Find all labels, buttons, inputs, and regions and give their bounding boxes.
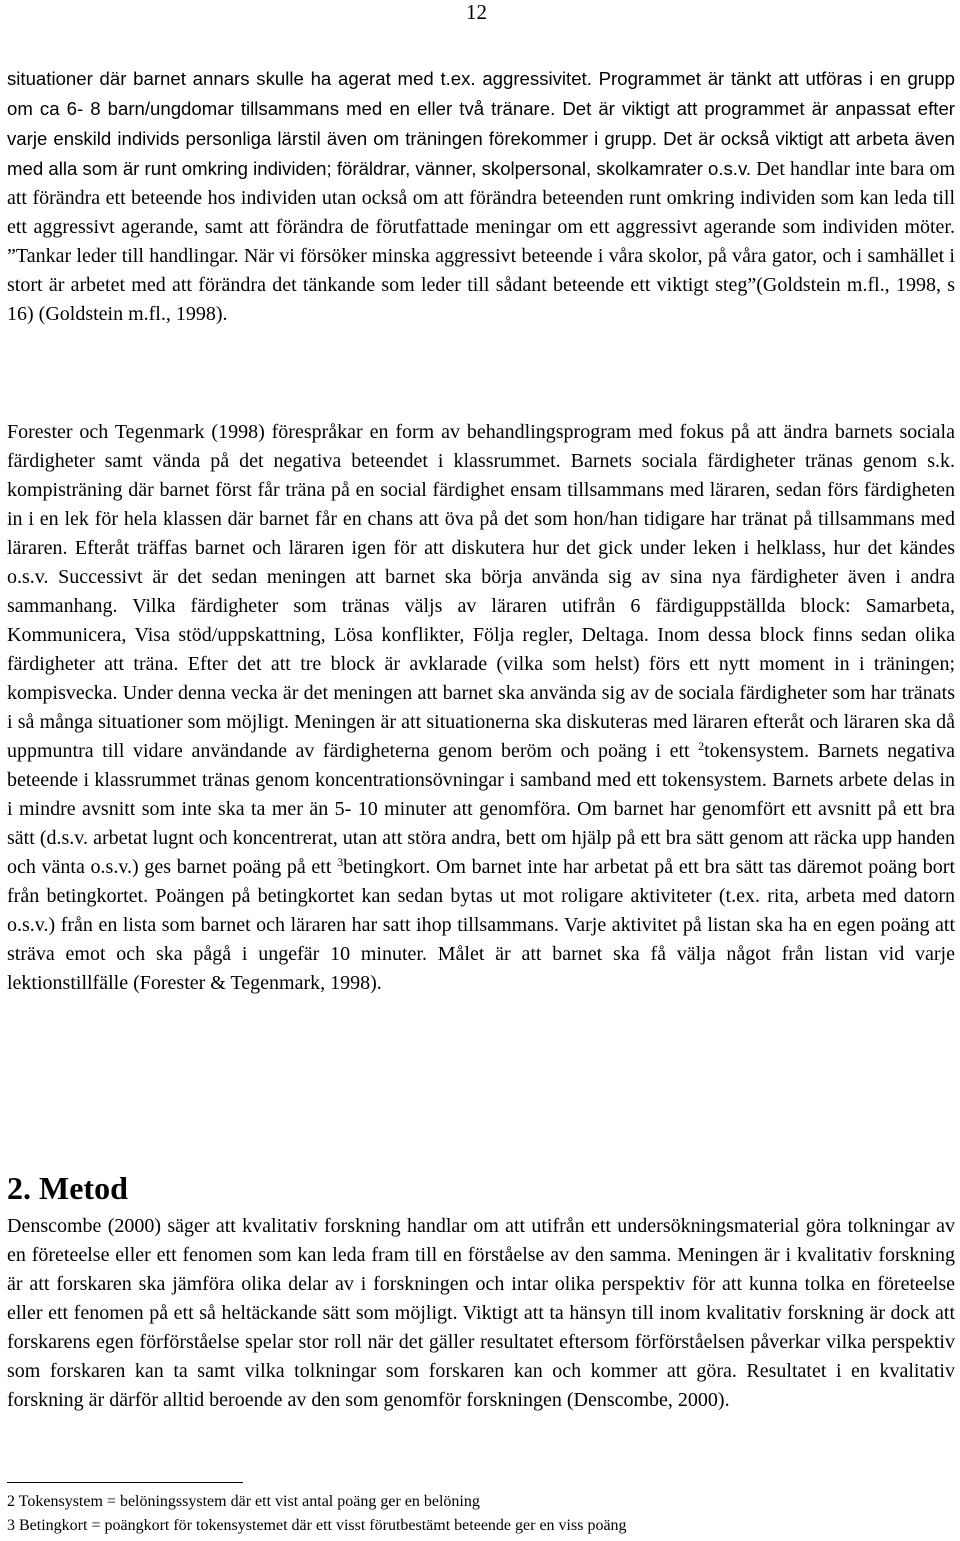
footnote-ref-2: 2 — [698, 739, 705, 753]
footnote-2: 2 Tokensystem = belöningssystem där ett vist antal poäng ger en belöning — [7, 1493, 480, 1510]
paragraph-part: betingkort. Om barnet inte har arbetat på ett bra sätt tas däremot poäng bort från betingkortet. Poängen på betingkortet kan sedan bytas ut mot roligare aktiviteter (t.ex. rita, arbeta med datorn o.s.v.) från en lista som barnet och läraren har satt ihop tillsammans. Varje aktivitet på listan ska ha en egen poäng att sträva emot och ska pågå i ungefär 10 minuter. Målet är att barnet ska få välja något från listan vid varje lektionstillfälle (Forester & Tegenmark, 1998). — [7, 856, 955, 994]
paragraph-forester — [7, 418, 955, 998]
paragraph-part: Forester och Tegenmark (1998) förespråkar en form av behandlingsprogram med fokus på att ändra barnets sociala färdigheter samt vända på det negativa beteendet i klassrummet. Barnets sociala färdigheter tränas genom s.k. kompisträning där barnet först får träna på en social färdighet ensam tillsammans med läraren, sedan förs färdigheten in i en lek för hela klassen där barnet får en chans att öva på det som hon/han tidigare har tränat på tillsammans med läraren. Efteråt träffas barnet och läraren igen för att diskutera hur det gick under leken i helklass, hur det kändes o.s.v. Successivt är det sedan meningen att barnet ska börja använda sig av sina nya färdigheter även i andra sammanhang. Vilka färdigheter som tränas väljs av läraren utifrån 6 färdiguppställda block: Samarbeta, Kommunicera, Visa stöd/uppskattning, Lösa konflikter, Följa regler, Deltaga. Inom dessa block finns sedan olika färdigheter att träna. Efter det att tre block är avklarade (vilka som helst) förs ett nytt moment in i träningen; kompisvecka. Under denna vecka är det meningen att barnet ska använda sig av de sociala färdigheter som har tränats i så många situationer som möjligt. Meningen är att situationerna ska diskuteras med läraren efteråt och läraren ska då uppmuntra till vidare användande av färdigheterna genom beröm och poäng i ett — [7, 421, 955, 762]
footnote-divider — [7, 1482, 243, 1483]
paragraph-denscombe: Denscombe (2000) säger att kvalitativ forskning handlar om att utifrån ett undersökningsmaterial göra tolkningar av en företeelse eller ett fenomen som kan leda fram till en förståelse av den samma. Meningen är i kvalitativ forskning är att forskaren ska jämföra olika delar av i forskningen och intar olika perspektiv för att kunna tolka en företeelse eller ett fenomen på ett så heltäckande sätt som möjligt. Viktigt att ta hänsyn till inom kvalitativ forskning är dock att forskarens egen förförståelse spelar stor roll när det gäller resultatet eftersom förförståelsen påverkar vilka perspektiv som forskaren kan ta samt vilka tolkningar som forskaren kan och kommer att göra. Resultatet i en kvalitativ forskning är därför alltid beroende av den som genomför forskningen (Denscombe, 2000). — [7, 1215, 955, 1411]
page-number: 12 — [466, 0, 487, 24]
paragraph-part: tokensystem. Barnets negativa beteende i klassrummet tränas genom koncentrationsövningar i samband med ett tokensystem. Barnets arbete delas in i mindre avsnitt som inte ska ta mer än 5- 10 minuter att genomföra. Om barnet har genomfört ett avsnitt på ett bra sätt (d.s.v. arbetat lugnt och koncentrerat, utan att störa andra, bett om hjälp på ett bra sätt genom att räcka upp handen och vänta o.s.v.) ges barnet poäng på ett — [7, 740, 955, 878]
footnote-3: 3 Betingkort = poängkort för tokensystemet där ett visst förutbestämt beteende ger en viss poäng — [7, 1517, 627, 1534]
footnote-ref-3: 3 — [337, 855, 344, 869]
paragraph-goldstein — [7, 64, 955, 329]
paragraph-serif-segment: Det handlar inte bara om att förändra ett beteende hos individen utan också om att förändra beteenden runt omkring individen som kan leda till ett aggressivt agerande, samt att förändra de förutfattade meningar om ett aggressivt agerande som individen möter. ”Tankar leder till handlingar. När vi försöker minska aggressivt beteende i våra skolor, på våra gator, och i samhället i stort är arbetet med att förändra det tänkande som leder till sådant beteende ett viktigt steg”(Goldstein m.fl., 1998, s 16) (Goldstein m.fl., 1998). — [7, 158, 955, 325]
paragraph-sans-segment: situationer där barnet annars skulle ha agerat med t.ex. aggressivitet. Programmet är tänkt att utföras i en grupp om ca 6- 8 barn/ungdomar tillsammans med en eller två tränare. Det är viktigt att programmet är anpassat efter varje enskild individs personliga lärstil även om träningen förekommer i grupp. Det är också viktigt att arbeta även med alla som är runt omkring individen; föräldrar, vänner, skolpersonal, skolkamrater o.s.v. — [7, 68, 955, 179]
section-heading: 2. Metod — [7, 1170, 128, 1206]
